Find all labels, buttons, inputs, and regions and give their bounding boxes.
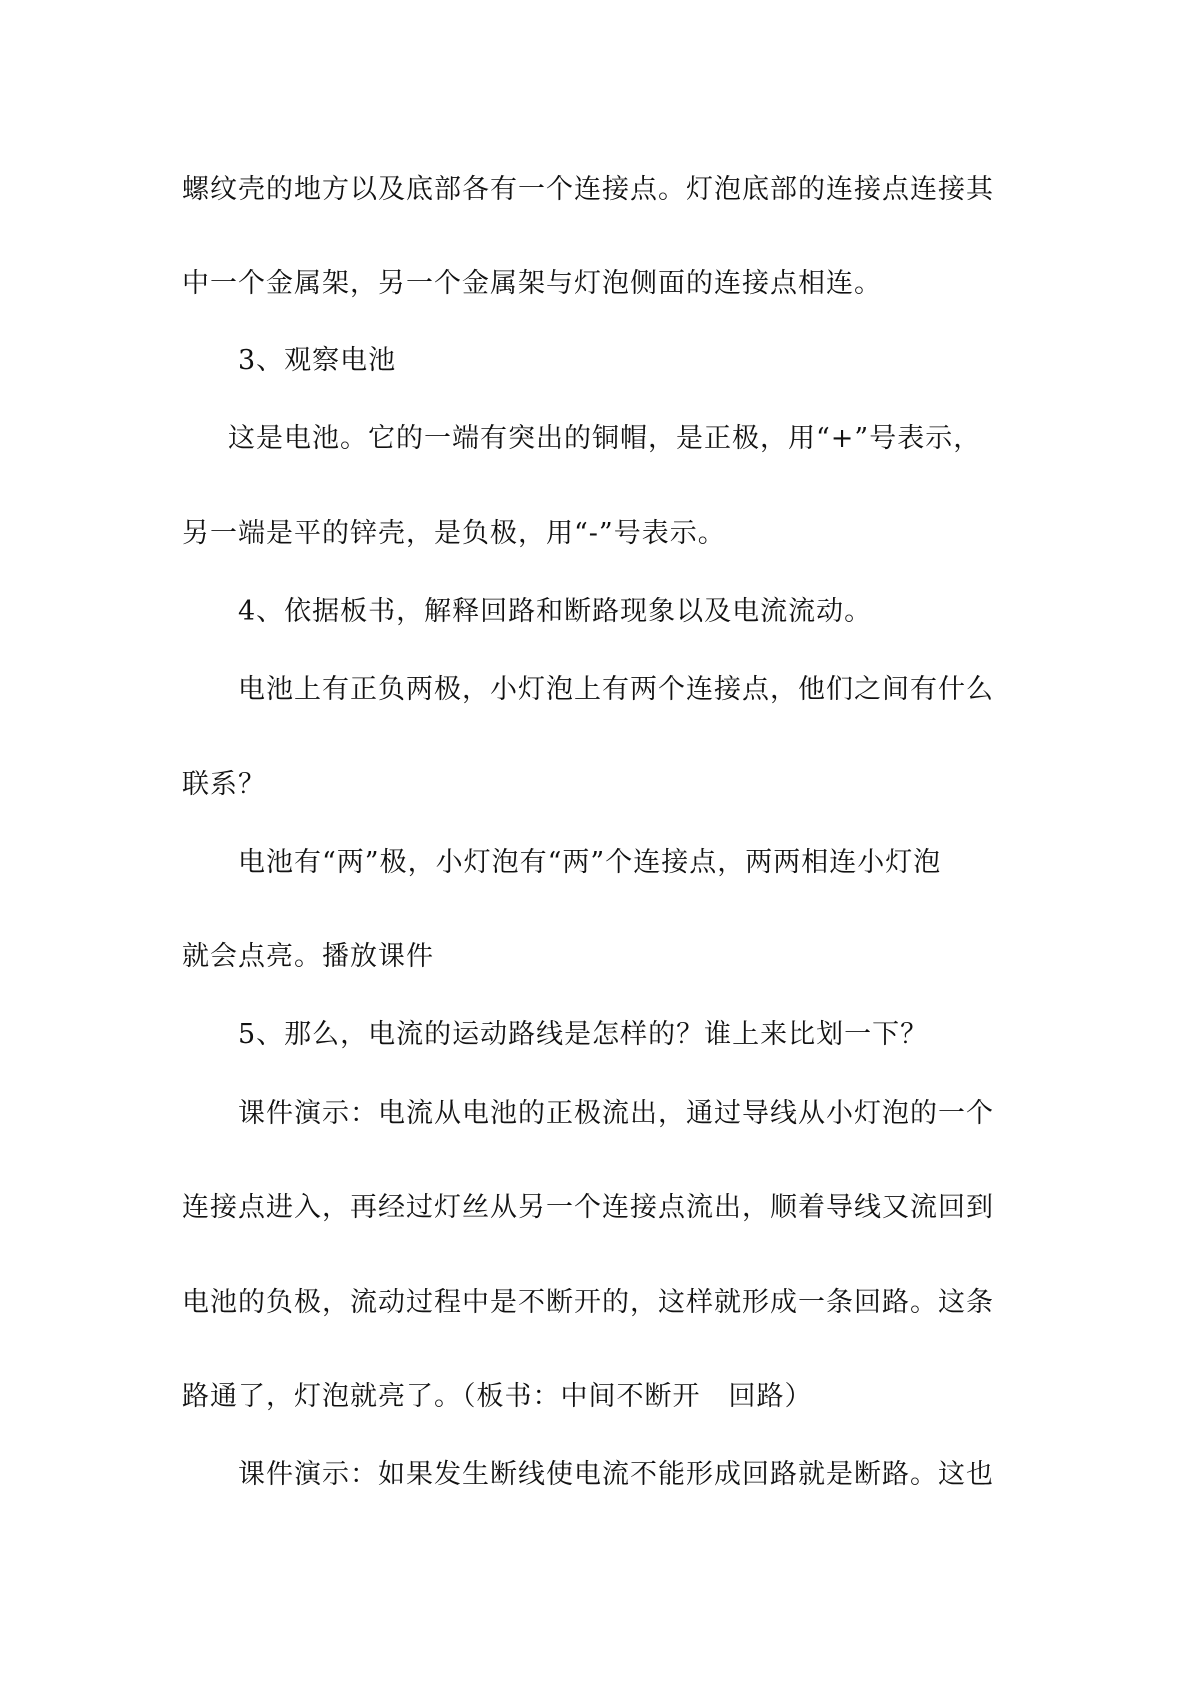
paragraph-line: 电池有“两”极，小灯泡有“两”个连接点，两两相连小灯泡 — [238, 847, 942, 878]
paragraph-line: 连接点进入，再经过灯丝从另一个连接点流出，顺着导线又流回到 — [182, 1192, 994, 1223]
paragraph-line: 螺纹壳的地方以及底部各有一个连接点。灯泡底部的连接点连接其 — [182, 174, 994, 205]
paragraph-line: 中一个金属架，另一个金属架与灯泡侧面的连接点相连。 — [182, 268, 882, 299]
paragraph-line: 另一端是平的锌壳，是负极，用“-”号表示。 — [182, 518, 726, 549]
paragraph-line: 联系？ — [182, 769, 266, 800]
paragraph-line: 课件演示：电流从电池的正极流出，通过导线从小灯泡的一个 — [238, 1098, 994, 1129]
paragraph-line: 这是电池。它的一端有突出的铜帽，是正极，用“+”号表示， — [228, 423, 982, 454]
paragraph-line: 电池的负极，流动过程中是不断开的，这样就形成一条回路。这条 — [182, 1287, 994, 1318]
paragraph-line: 就会点亮。播放课件 — [182, 941, 434, 972]
paragraph-line: 路通了，灯泡就亮了。（板书：中间不断开 回路） — [182, 1381, 813, 1412]
paragraph-line: 课件演示：如果发生断线使电流不能形成回路就是断路。这也 — [238, 1459, 994, 1490]
section-heading: 3、观察电池 — [238, 345, 397, 376]
paragraph-line: 电池上有正负两极，小灯泡上有两个连接点，他们之间有什么 — [238, 674, 994, 705]
section-heading: 4、依据板书，解释回路和断路现象以及电流流动。 — [238, 596, 873, 627]
section-heading: 5、那么，电流的运动路线是怎样的？谁上来比划一下？ — [238, 1019, 929, 1050]
